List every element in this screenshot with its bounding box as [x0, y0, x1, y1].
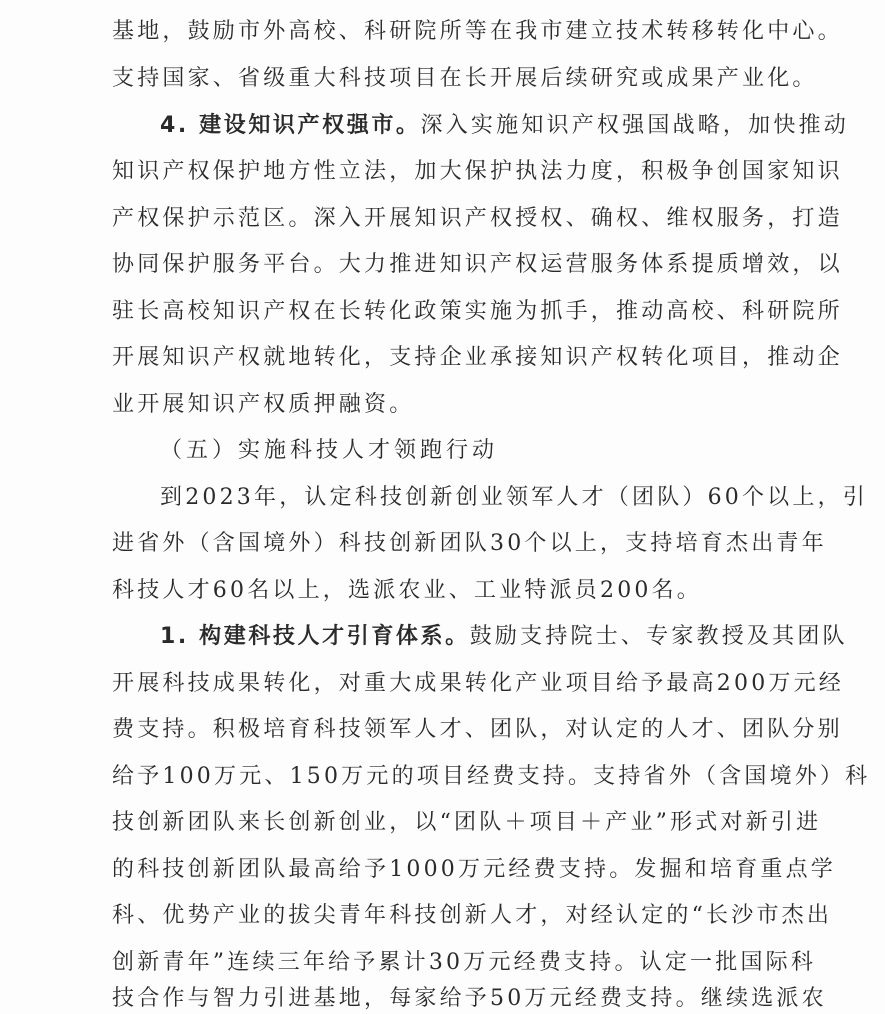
- section-lead: 1. 构建科技人才引育体系。: [160, 624, 470, 649]
- text-line: 费支持。积极培育科技领军人才、团队，对认定的人才、团队分别: [112, 717, 843, 742]
- text-line: 给予100万元、150万元的项目经费支持。支持省外（含国境外）科: [112, 764, 871, 789]
- paragraph-line: [160, 111, 849, 141]
- section-lead: 4. 建设知识产权强市。: [160, 113, 421, 138]
- text-span: 鼓励支持院士、专家教授及其团队: [469, 624, 848, 649]
- text-line: 到2023年，认定科技创新创业领军人才（团队）60个以上，引: [160, 485, 868, 510]
- text-line: 科技人才60名以上，选派农业、工业特派员200名。: [112, 578, 702, 603]
- paragraph-line: [160, 622, 848, 652]
- section-heading: （五）实施科技人才领跑行动: [160, 438, 499, 463]
- text-line: 进省外（含国境外）科技创新团队30个以上，支持培育杰出青年: [112, 531, 827, 556]
- text-line: 开展知识产权就地转化，支持企业承接知识产权转化项目，推动企: [112, 345, 843, 370]
- text-line: 产权保护示范区。深入开展知识产权授权、确权、维权服务，打造: [112, 206, 843, 231]
- text-span: 深入实施知识产权强国战略，加快推动: [420, 113, 849, 138]
- text-line: 知识产权保护地方性立法，加大保护执法力度，积极争创国家知识: [112, 159, 843, 184]
- text-line: 支持国家、省级重大科技项目在长开展后续研究或成果产业化。: [112, 66, 818, 91]
- text-line: 科、优势产业的拔尖青年科技创新人才，对经认定的“长沙市杰出: [112, 903, 833, 928]
- text-line: 技合作与智力引进基地，每家给予50万元经费支持。继续选派农: [112, 986, 827, 1011]
- text-line: 开展科技成果转化，对重大成果转化产业项目给予最高200万元经: [112, 671, 844, 696]
- text-line: 业开展知识产权质押融资。: [112, 392, 415, 417]
- text-line: 技创新团队来长创新创业，以“团队＋项目＋产业”形式对新引进: [112, 810, 822, 835]
- text-line: 驻长高校知识产权在长转化政策实施为抓手，推动高校、科研院所: [112, 299, 843, 324]
- text-line: 的科技创新团队最高给予1000万元经费支持。发掘和培育重点学: [112, 857, 836, 882]
- text-line: 协同保护服务平台。大力推进知识产权运营服务体系提质增效，以: [112, 252, 843, 277]
- text-line: 基地，鼓励市外高校、科研院所等在我市建立技术转移转化中心。: [112, 19, 843, 44]
- text-line: 创新青年”连续三年给予累计30万元经费支持。认定一批国际科: [112, 950, 817, 975]
